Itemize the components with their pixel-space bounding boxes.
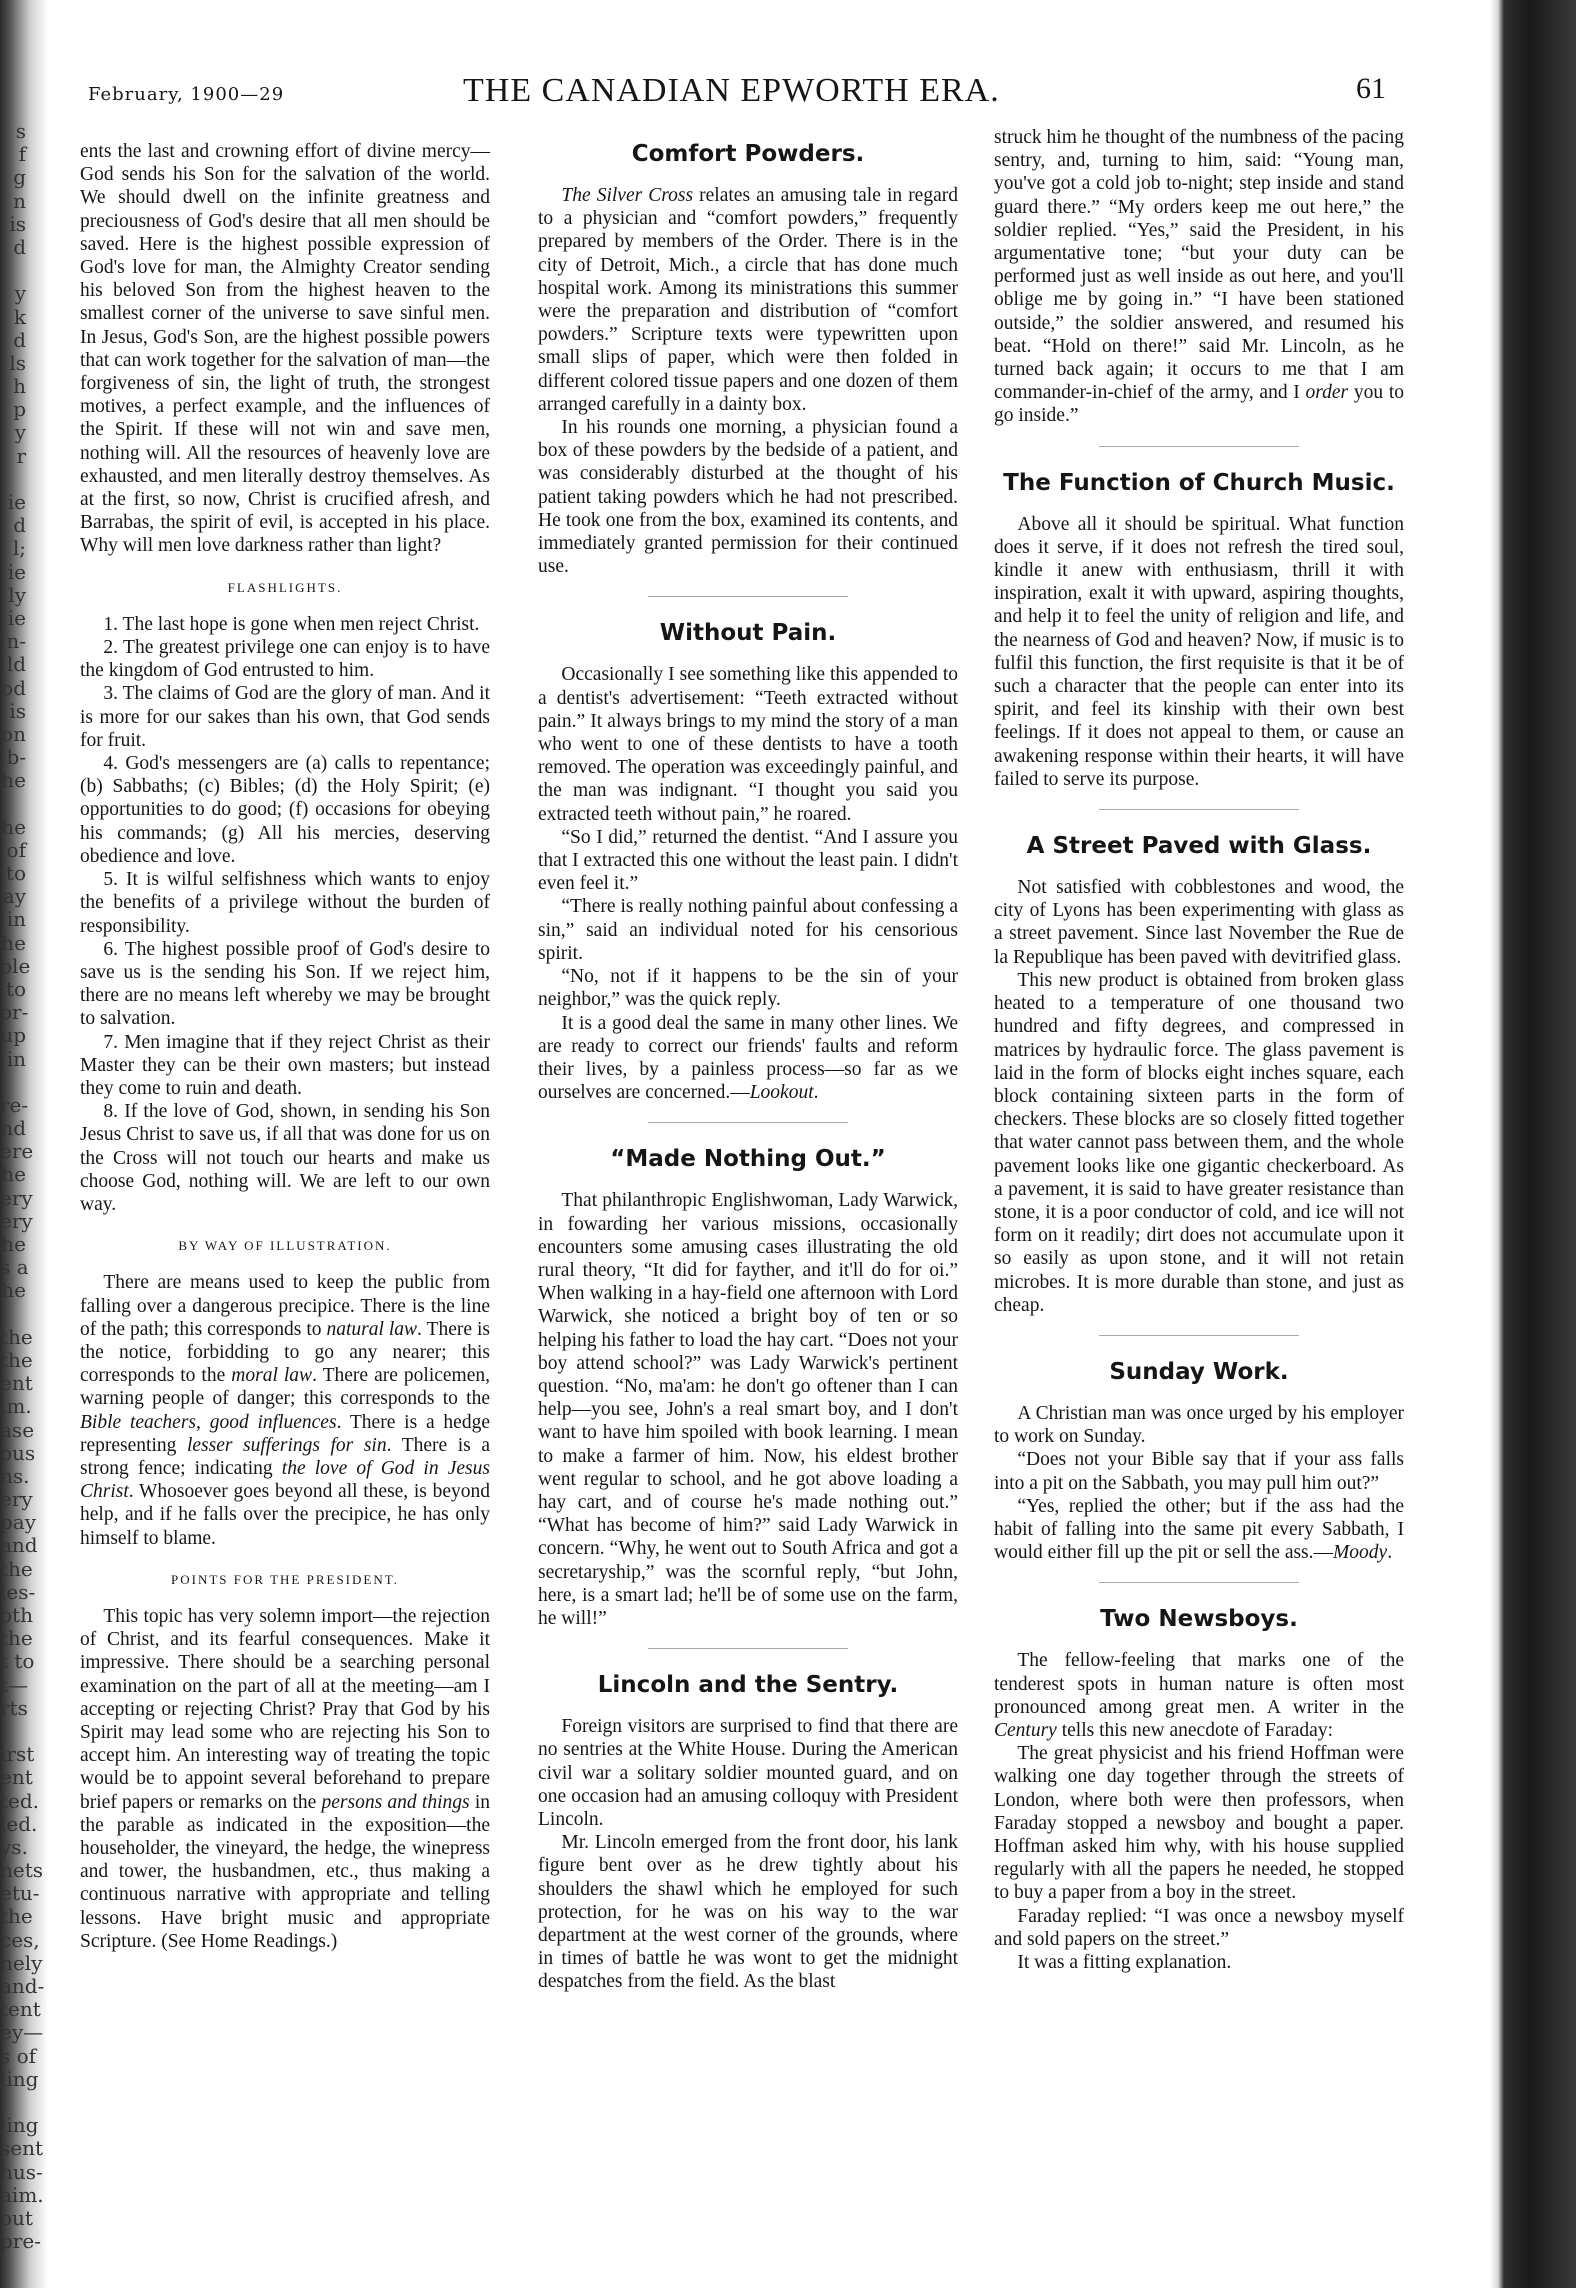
section-divider	[648, 596, 848, 597]
bleed-fragment	[0, 1303, 26, 1326]
text-run: “Yes, replied the other; but if the ass had the habit of falling into the same pit every Sabbath, I would either fill up the pit or sell the ass.—	[994, 1495, 1404, 1564]
article-paragraph: Not satisfied with cobblestones and wood, the city of Lyons has been experimenting with glass as a street pavement. Since last November the Rue de la Republique has been paved with devitrified glass.	[994, 877, 1404, 968]
text-run: . There is a hedge representing	[80, 1411, 490, 1456]
article-paragraph: “There is really nothing painful about confessing a sin,” said an individual noted for his censorious spirit.	[538, 896, 958, 964]
president-heading: POINTS FOR THE PRESIDENT.	[171, 1571, 399, 1587]
bleed-fragment: up	[0, 1023, 26, 1048]
bleed-fragment: the	[0, 1324, 33, 1349]
masthead-title: THE CANADIAN EPWORTH ERA.	[463, 72, 1000, 109]
bleed-fragment: s	[15, 119, 26, 143]
bleed-fragment: and-	[0, 1974, 45, 1998]
bleed-fragment	[0, 792, 26, 815]
bleed-fragment	[0, 259, 26, 282]
text-run: relates an amusing tale in regard to a physician and “comfort powders,” frequently prepared by members of the Order. There is in the city of Detroit, Mich., a circle that has done much hospital work. Among its ministrations this summer were the preparation and distribution of “comfort powders.” Scripture texts were typewritten upon small slips of paper, which were then folded in different colored tissue papers and one dozen of them arranged carefully in a dainty box.	[538, 185, 958, 415]
bleed-fragment: to	[5, 976, 26, 1001]
bleed-fragment: he	[1, 814, 26, 839]
section-divider	[648, 1122, 848, 1123]
article-paragraph: In his rounds one morning, a physician found a box of these powders by the bedside of a patient, and was considerably disturbed at the thought of his patient taking powders which he had not prescribed. He took one from the box, examined its contents, and immediately granted permission for their continued use.	[538, 417, 958, 578]
article-paragraph: “No, not if it happens to be the sin of your neighbor,” was the quick reply.	[538, 966, 958, 1011]
text-run: This topic has very solemn import—the rejection of Christ, and its fearful consequences. Make it impressive. There should be a searching personal examination on the part of all at the meeting—am I accepting or rejecting Christ? Pray that God by his Spirit may lead some who are rejecting his Son to accept him. An interesting way of treating the topic would be to appoint several beforehand to prepare brief papers or remarks on the	[80, 1605, 490, 1813]
bleed-fragment: ys.	[0, 1834, 28, 1859]
bleed-fragment: irst	[0, 1742, 35, 1767]
bleed-fragment: t to	[0, 1649, 35, 1674]
bleed-fragment: is	[9, 698, 26, 723]
bleed-fragment: s of	[0, 2043, 37, 2068]
bleed-fragment: ey—	[0, 2020, 44, 2045]
section-divider	[1099, 446, 1299, 447]
bleed-fragment: ns.	[0, 1463, 30, 1488]
text-run: .	[1387, 1542, 1393, 1564]
bleed-fragment: ly	[8, 582, 26, 607]
bleed-fragment: he	[1, 930, 26, 955]
bleed-fragment: of	[6, 837, 26, 862]
bleed-fragment: tent	[0, 1997, 41, 2022]
bleed-fragment: ent	[0, 1765, 33, 1790]
italic-run: the love of God in Jesus Christ	[80, 1457, 490, 1503]
italic-run: lesser sufferings for sin	[186, 1434, 387, 1456]
bleed-fragment: r	[16, 443, 26, 468]
flashlight-item: 2. The greatest privilege one can enjoy is to have the kingdom of God entrusted to him.	[80, 637, 490, 682]
bleed-fragment: in	[6, 1046, 26, 1071]
text-run: . There is the notice, forbidding to go any nearer; this corresponds to the	[80, 1318, 490, 1387]
bleed-fragment: nets	[0, 1858, 44, 1883]
bleed-fragment: l;	[12, 536, 26, 561]
bleed-fragment: h	[13, 374, 26, 399]
article-paragraph: It was a fitting explanation.	[1017, 1952, 1232, 1973]
italic-run: order	[1305, 382, 1349, 404]
bleed-fragment: re-	[0, 1092, 29, 1117]
bleed-fragment: he	[1, 768, 26, 793]
article-paragraph: Occasionally I see something like this appended to a dentist's advertisement: “Teeth extracted without pain.” It always brings to my mind the story of a man who went to one of these dentists to have a tooth removed. The operation was exceedingly painful, and the man was indignant. “I thought you said you extracted teeth without pain,” he roared.	[538, 664, 958, 825]
text-run: . Whosoever goes beyond all these, is beyond help, and if he falls over the precipice, he has only himself to blame.	[80, 1481, 490, 1549]
flashlight-item: 3. The claims of God are the glory of man. And it is more for our sakes than his own, that God sends for fruit.	[80, 683, 490, 751]
illustration-paragraph	[80, 1271, 490, 1549]
text-run: you to go inside.”	[994, 382, 1405, 427]
bleed-fragment: nd	[0, 1116, 26, 1141]
article-paragraph: Above all it should be spiritual. What function does it serve, if it does not refresh the tired soul, kindle it anew with enthusiasm, thrill it with inspiration, exalt it with upward, aspiring thoughts, and help it to feel the unity of religion and life, and the nearness of God and heaven? Now, if music is to fulfil this function, the first requisite is that it be of such a character that the people can enter into its spirit, and feel its kinship with their own best feelings. If it does not appeal to them, or cause an awakening response within their hearts, it will have failed to serve its purpose.	[994, 513, 1404, 790]
bleed-fragment	[0, 2091, 26, 2114]
bleed-fragment: etu-	[0, 1881, 40, 1906]
article-paragraph: The great physicist and his friend Hoffman were walking one day together through the streets of London, where both were then professors, when Faraday stopped a newsboy and bought a paper. Hoffman asked him why, with his house supplied regularly with all the papers he needed, he stopped to buy a paper from a boy in the street.	[994, 1743, 1404, 1904]
bleed-fragment: ces,	[0, 1927, 40, 1952]
article-paragraph: Faraday replied: “I was once a newsboy myself and sold papers on the street.”	[994, 1905, 1404, 1950]
article-paragraph: Foreign visitors are surprised to find that there are no sentries at the White House. During the American civil war a solitary soldier mounted guard, and on one occasion had an amusing colloquy with President Lincoln.	[538, 1716, 958, 1830]
bleed-fragment: k	[13, 304, 26, 329]
bleed-fragment: ling	[0, 2113, 39, 2138]
bleed-fragment: ous	[0, 1440, 36, 1465]
president-paragraph	[80, 1605, 490, 1953]
column-1	[80, 140, 490, 1953]
text-run: in the parable as indicated in the exposition—the householder, the vineyard, the hedge, the winepress and tower, the husbandmen, etc., thus making a continuous narrative with appropriate and telling lessons. Have bright music and appropriate Scripture. (See Home Readings.)	[80, 1791, 490, 1952]
bleed-fragment: oth	[0, 1603, 33, 1627]
italic-run: moral law	[231, 1365, 313, 1387]
bleed-fragment: ls	[9, 350, 26, 375]
text-run: tells this new anecdote of Faraday:	[1056, 1719, 1333, 1741]
section-divider	[1099, 1335, 1299, 1336]
italic-run: Moody	[1333, 1542, 1388, 1564]
flashlight-item: 4. God's messengers are (a) calls to repentance; (b) Sabbaths; (c) Bibles; (d) the Holy Spirit; (e) opportunities to do good; (f) occasions for obeying his commands; (g) All his mercies, deserving obedience and love.	[80, 753, 490, 867]
bleed-fragment: od	[1, 675, 26, 700]
text-run: There are means used to keep the public from falling over a dangerous precipice. There is the line of the path; this corresponds to	[80, 1272, 490, 1340]
flashlight-item: 1. The last hope is gone when men reject Christ.	[103, 613, 480, 635]
bleed-fragment: ted.	[0, 1788, 40, 1813]
page-header	[88, 62, 1388, 110]
text-run: The fellow-feeling that marks one of the tenderest spots in human nature is often most pronounced among great men. A writer in the	[994, 1650, 1404, 1718]
bleed-fragment: t—	[0, 1672, 29, 1697]
article-paragraph: That philanthropic Englishwoman, Lady Warwick, in fowarding her various missions, occasionally encounters some amusing cases illustrating the old rural theory, “It did for fayther, and it'll do for oi.” When walking in a hay-field one afternoon with Lord Warwick, she noticed a bright boy of ten or so helping his father to load the hay cart. “Does not your boy attend school?” was Lady Warwick's pertinent question. “No, ma'am: he don't go oftener than I can help—you see, John's a real smart boy, and I don't want to have him spoiled with book learning. I mean to make a farmer of him. Now, his eldest brother went regular to school, and he got above loading a hay cart, and of course he's made nothing out.” “What has become of him?” said Lady Warwick in concern. “Why, he went out to South Africa and got a secretaryship,” was the scornful reply, “but John, here, is a smart lad; he'll be of some use on the farm, he will!”	[538, 1190, 958, 1629]
bleed-fragment: les-	[0, 1579, 36, 1604]
bleed-fragment: pay	[0, 1510, 37, 1535]
bleed-fragment: p	[13, 397, 26, 422]
bleed-fragment: the	[0, 1904, 33, 1929]
bleed-fragment: n-	[6, 629, 26, 654]
text-run: . There is a strong fence; indicating	[80, 1434, 490, 1479]
bleed-fragment: aim.	[0, 2182, 44, 2207]
bleed-fragment: ie	[7, 490, 26, 514]
bleed-fragment: ole	[0, 953, 31, 978]
book-edge-right	[1490, 0, 1576, 2288]
bleed-fragment	[0, 1720, 26, 1743]
sunday-work-title: Sunday Work.	[1109, 1358, 1289, 1385]
bleed-fragment: d	[13, 327, 26, 352]
without-pain-title: Without Pain.	[659, 620, 837, 647]
italic-run: Lookout	[749, 1082, 814, 1104]
bleed-fragment: d	[13, 234, 26, 259]
bleed-fragment: d	[13, 513, 26, 538]
two-newsboys-title: Two Newsboys.	[1100, 1606, 1298, 1633]
section-divider	[1099, 809, 1299, 810]
bleed-fragment: n	[13, 188, 26, 213]
page-number: 61	[1356, 72, 1386, 105]
bleed-fragment: g	[13, 165, 26, 190]
bleed-fragment: nely	[0, 1950, 43, 1975]
bleed-fragment: im.	[0, 1394, 32, 1419]
article-paragraph	[994, 126, 1404, 428]
bleed-fragment	[0, 468, 26, 491]
flashlights-heading: FLASHLIGHTS.	[227, 579, 343, 595]
section-divider	[1099, 1582, 1299, 1583]
bleed-fragment: ery	[0, 1208, 33, 1233]
bleed-fragment: out	[0, 2205, 33, 2230]
flashlight-item: 6. The highest possible proof of God's desire to save us is the sending his Son. If we reject him, there are no means left whereby we may be brought to salvation.	[80, 938, 490, 1030]
bleed-fragment: sent	[0, 2136, 44, 2161]
bleed-fragment	[0, 1071, 26, 1094]
bleed-fragment: he	[1, 1278, 26, 1303]
article-paragraph: A Christian man was once urged by his employer to work on Sunday.	[994, 1402, 1404, 1448]
glass-street-title: A Street Paved with Glass.	[1026, 833, 1372, 860]
bleed-fragment: ie	[7, 559, 26, 584]
bleed-fragment: ld	[6, 652, 26, 677]
bleed-fragment: the	[0, 1347, 33, 1372]
facing-page-bleed	[0, 119, 45, 2254]
bleed-fragment: ie	[7, 605, 26, 630]
intro-paragraph: ents the last and crowning effort of divine mercy—God sends his Son for the salvation of the world. We should dwell on the infinite greatness and preciousness of God's desire that all men should be saved. Here is the highest possible expression of God's love for man, the Almighty Creator sending his beloved Son from the highest heaven to the smallest corner of the universe to save sinful men. In Jesus, God's Son, are the highest possible powers that can work together for the salvation of man—the forgiveness of sin, the light of truth, the strongest motives, a perfect example, and the influences of the Spirit. If these will not win and save men, nothing will. All the resources of heavenly love are exhausted, and men literally destroy themselves. As at the first, so now, Christ is crucified afresh, and Barrabas, the spirit of evil, is accepted in his place. Why will men love darkness rather than light?	[80, 141, 490, 557]
bleed-fragment: ery	[0, 1185, 33, 1210]
italic-run: natural law	[326, 1318, 418, 1340]
article-paragraph	[538, 1012, 958, 1105]
flashlight-item: 5. It is wilful selfishness which wants to enjoy the benefits of a privilege without the burden of responsibility.	[80, 869, 490, 937]
italic-run: Century	[994, 1719, 1057, 1741]
text-run: . There are policemen, warning people of danger; this corresponds to the	[80, 1365, 491, 1410]
bleed-fragment: or-	[0, 1000, 29, 1025]
bleed-fragment: on	[1, 721, 26, 746]
bleed-fragment: ase	[0, 1417, 35, 1442]
bleed-fragment: f	[18, 142, 26, 167]
article-paragraph: “So I did,” returned the dentist. “And I assure you that I extracted this one without the least pain. I didn't even feel it.”	[538, 826, 958, 895]
article-paragraph: This new product is obtained from broken glass heated to a temperature of one thousand two hundred and fifty degrees, and compressed in matrices by hydraulic force. The glass pavement is laid in the form of blocks eight inches square, each block containing sixteen parts in the form of checkers. These blocks are so closely fitted together that water cannot pass between them, and the whole pavement looks like one gigantic checkerboard. As a pavement, it is said to have greater resistance than stone, it is a poor conductor of cold, and ice will not form on it readily; dirt does not accumulate upon it so easily as upon stone, and it will not retain microbes. It is more durable than stone, and just as cheap.	[994, 969, 1404, 1316]
bleed-fragment: ay	[2, 884, 26, 909]
column-2	[538, 130, 958, 1994]
article-paragraph: “Does not your Bible say that if your ass falls into a pit on the Sabbath, you may pull him out?”	[994, 1449, 1404, 1494]
italic-run: persons and things	[321, 1791, 470, 1813]
bleed-fragment: the	[0, 1556, 33, 1581]
issue-date: February, 1900—29	[88, 84, 285, 105]
bleed-fragment: y	[14, 420, 26, 445]
bleed-fragment: pre-	[0, 2229, 41, 2254]
bleed-fragment: ent	[0, 1371, 33, 1396]
italic-run: The Silver Cross	[561, 185, 694, 206]
illustration-heading: BY WAY OF ILLUSTRATION.	[178, 1238, 392, 1254]
article-paragraph	[994, 1649, 1404, 1742]
flashlight-item: 7. Men imagine that if they reject Christ as their Master they can be their own masters; but instead they come to ruin and death.	[80, 1031, 490, 1099]
bleed-fragment: ery	[0, 1487, 33, 1512]
bleed-fragment: in	[6, 907, 26, 932]
bleed-fragment: b-	[6, 745, 26, 770]
bleed-fragment: ling	[0, 2066, 39, 2091]
text-run: It is a good deal the same in many other lines. We are ready to correct our friends' faults and reform their lives, by a painless process—so far as we ourselves are concerned.—	[538, 1012, 958, 1104]
text-run: .	[813, 1082, 819, 1104]
bleed-fragment: is	[9, 211, 26, 236]
article-paragraph	[538, 184, 958, 416]
text-run: struck him he thought of the numbness of the pacing sentry, and, turning to him, said: “Young man, you've got a cold job to-night; step inside and stand guard there.” “My orders keep me out here,” the soldier replied. “Yes,” said the President, in his argumentative tone; “but your duty can be performed just as well inside as out here, and you'll oblige me by going in.” “I have been stationed outside,” the soldier answered, and resumed his beat. “Hold on there!” said Mr. Lincoln, as he turned back again; it occurs to me that I am commander-in-chief of the army, and I	[994, 127, 1404, 404]
comfort-powders-title: Comfort Powders.	[631, 141, 865, 167]
italic-run: Bible teachers, good influences	[80, 1411, 337, 1433]
bleed-fragment: led.	[0, 1811, 38, 1836]
lincoln-sentry-title: Lincoln and the Sentry.	[597, 1672, 899, 1699]
made-nothing-out-title: “Made Nothing Out.”	[610, 1146, 886, 1173]
bleed-fragment: ere	[0, 1139, 34, 1164]
bleed-fragment: he	[1, 1232, 26, 1256]
bleed-fragment: the	[0, 1626, 33, 1651]
bleed-fragment: s a	[0, 1255, 29, 1280]
church-music-title: The Function of Church Music.	[1003, 469, 1395, 496]
bleed-fragment: to	[5, 861, 26, 885]
section-divider	[648, 1648, 848, 1649]
bleed-fragment: rts	[0, 1695, 28, 1720]
bleed-fragment: and	[0, 1533, 38, 1558]
bleed-fragment: y	[14, 281, 26, 306]
article-paragraph: Mr. Lincoln emerged from the front door, his lank figure bent over as he drew tightly about his shoulders the shawl which he employed for such protection, for he was on his way to the war department at the west corner of the grounds, where in times of battle he was wont to get the midnight despatches from the field. As the blast	[538, 1832, 958, 1993]
bleed-fragment: he	[1, 1162, 26, 1187]
article-paragraph	[994, 1495, 1404, 1565]
flashlight-item: 8. If the love of God, shown, in sending his Son Jesus Christ to save us, if all that was done for us on the Cross will not touch our hearts and make us choose God, nothing will. We are left to our own way.	[80, 1101, 490, 1215]
column-3	[994, 126, 1404, 1974]
bleed-fragment: hus-	[0, 2159, 43, 2184]
